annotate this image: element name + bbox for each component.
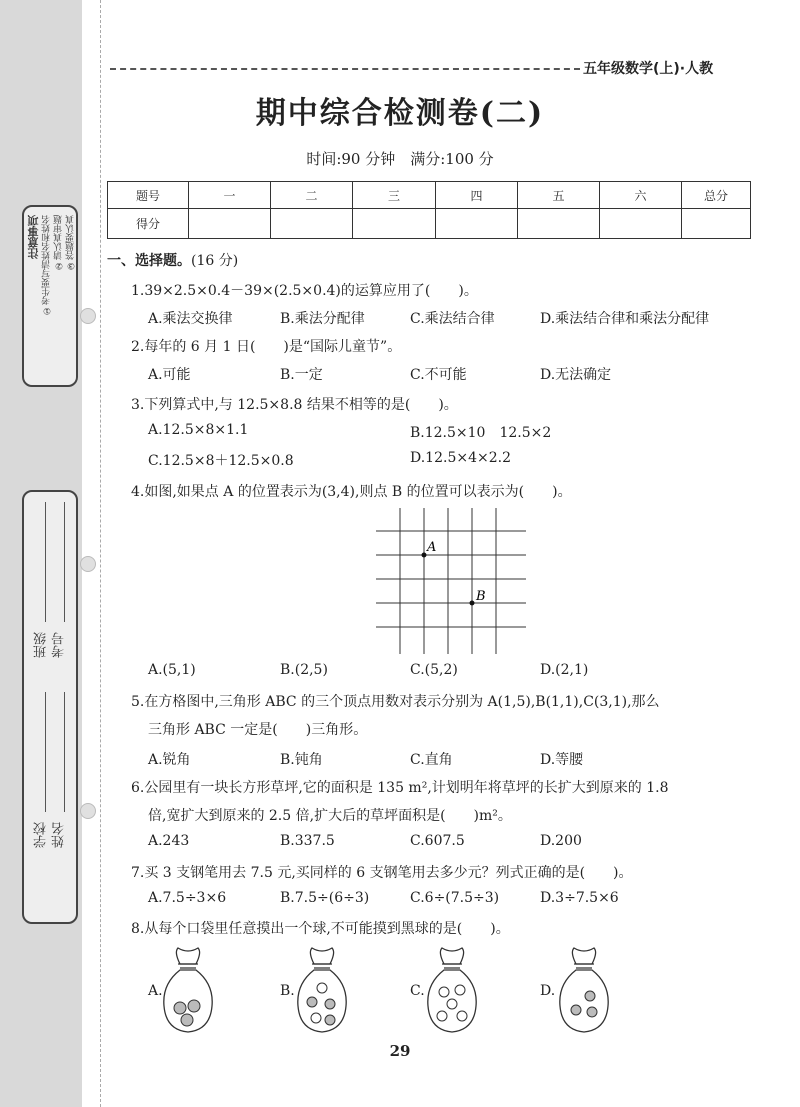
option-c[interactable]: C. bbox=[410, 983, 425, 999]
score-cell[interactable] bbox=[271, 209, 353, 239]
option-b[interactable]: B.337.5 bbox=[280, 833, 335, 849]
option-a[interactable]: A. bbox=[148, 983, 163, 999]
binding-hole bbox=[80, 556, 96, 572]
option-d[interactable]: D.200 bbox=[540, 833, 582, 849]
ball-grey bbox=[188, 1000, 200, 1012]
ball-grey bbox=[325, 1015, 335, 1025]
option-a[interactable]: A.锐角 bbox=[148, 752, 191, 768]
notice-title: 注意事项 bbox=[27, 215, 40, 259]
table-cell: 总分 bbox=[682, 182, 751, 209]
option-b[interactable]: B.乘法分配律 bbox=[280, 311, 365, 327]
name-label: 姓名 bbox=[52, 822, 67, 848]
option-b[interactable]: B.12.5×10 12.5×2 bbox=[410, 425, 552, 441]
point-b-label: B bbox=[476, 589, 486, 604]
option-d[interactable]: D.等腰 bbox=[540, 752, 584, 768]
table-cell: 二 bbox=[271, 182, 353, 209]
option-d[interactable]: D. bbox=[540, 983, 556, 999]
question-stem: 6.公园里有一块长方形草坪,它的面积是 135 m²,计划明年将草坪的长扩大到原来的 1.8 bbox=[131, 780, 669, 796]
point-a-label: A bbox=[427, 540, 437, 555]
option-c[interactable]: C.不可能 bbox=[410, 367, 467, 383]
series-label: 五年级数学(上)·人教 bbox=[583, 61, 714, 77]
section-label: 一、选择题。 bbox=[107, 253, 191, 269]
option-a[interactable]: A.乘法交换律 bbox=[148, 311, 233, 327]
class-blank[interactable] bbox=[45, 502, 46, 622]
point-a-marker bbox=[422, 553, 427, 558]
binding-hole bbox=[80, 308, 96, 324]
question-stem: 8.从每个口袋里任意摸出一个球,不可能摸到黑球的是( )。 bbox=[131, 921, 510, 937]
option-d[interactable]: D.12.5×4×2.2 bbox=[410, 450, 511, 466]
option-c[interactable]: C.12.5×8＋12.5×0.8 bbox=[148, 453, 294, 469]
notice-item: ①考生要写清姓名和姓名 bbox=[42, 215, 52, 315]
table-cell: 四 bbox=[436, 182, 518, 209]
option-b[interactable]: B.钝角 bbox=[280, 752, 323, 768]
option-d[interactable]: D.3÷7.5×6 bbox=[540, 890, 619, 906]
ball-white bbox=[437, 1011, 447, 1021]
option-c[interactable]: C.乘法结合律 bbox=[410, 311, 495, 327]
bag-d-image[interactable] bbox=[556, 944, 612, 1036]
option-b[interactable]: B.(2,5) bbox=[280, 662, 328, 678]
notice-box bbox=[22, 205, 78, 387]
score-cell[interactable] bbox=[353, 209, 436, 239]
score-cell[interactable] bbox=[682, 209, 751, 239]
option-c[interactable]: C.(5,2) bbox=[410, 662, 458, 678]
table-cell: 三 bbox=[353, 182, 436, 209]
score-cell[interactable] bbox=[436, 209, 518, 239]
page-title: 期中综合检测卷(二) bbox=[255, 96, 545, 131]
ball-white bbox=[457, 1011, 467, 1021]
option-c[interactable]: C.607.5 bbox=[410, 833, 465, 849]
table-row bbox=[108, 209, 751, 239]
table-cell: 五 bbox=[518, 182, 600, 209]
question-stem: 2.每年的 6 月 1 日( )是“国际儿童节”。 bbox=[131, 339, 402, 355]
ball-grey bbox=[571, 1005, 581, 1015]
option-b[interactable]: B.一定 bbox=[280, 367, 323, 383]
option-c[interactable]: C.直角 bbox=[410, 752, 453, 768]
bag-c-image[interactable] bbox=[424, 944, 480, 1036]
ball-white bbox=[447, 999, 457, 1009]
option-d[interactable]: D.无法确定 bbox=[540, 367, 612, 383]
option-d[interactable]: D.(2,1) bbox=[540, 662, 589, 678]
page-number: 29 bbox=[389, 1042, 411, 1060]
ball-grey bbox=[587, 1007, 597, 1017]
option-a[interactable]: A.(5,1) bbox=[148, 662, 196, 678]
section-points: (16 分) bbox=[191, 253, 239, 269]
point-b-marker bbox=[470, 601, 475, 606]
question-stem-cont: 倍,宽扩大到原来的 2.5 倍,扩大后的草坪面积是( )m²。 bbox=[148, 808, 512, 824]
question-stem-cont: 三角形 ABC 一定是( )三角形。 bbox=[148, 722, 368, 738]
ball-grey bbox=[325, 999, 335, 1009]
class-label: 班级 bbox=[34, 632, 49, 658]
option-b[interactable]: B. bbox=[280, 983, 295, 999]
table-cell: 一 bbox=[189, 182, 271, 209]
option-a[interactable]: A.243 bbox=[148, 833, 190, 849]
ball-grey bbox=[181, 1014, 193, 1026]
score-cell[interactable] bbox=[518, 209, 600, 239]
score-cell[interactable] bbox=[600, 209, 682, 239]
question-stem: 3.下列算式中,与 12.5×8.8 结果不相等的是( )。 bbox=[131, 397, 458, 413]
score-table bbox=[107, 181, 751, 239]
ball-grey bbox=[174, 1002, 186, 1014]
ball-white bbox=[311, 1013, 321, 1023]
option-b[interactable]: B.7.5÷(6÷3) bbox=[280, 890, 370, 906]
header-dashed-line bbox=[110, 68, 580, 70]
ball-white bbox=[455, 985, 465, 995]
option-a[interactable]: A.可能 bbox=[148, 367, 191, 383]
option-a[interactable]: A.7.5÷3×6 bbox=[148, 890, 227, 906]
option-d[interactable]: D.乘法结合律和乘法分配律 bbox=[540, 311, 710, 327]
option-c[interactable]: C.6÷(7.5÷3) bbox=[410, 890, 500, 906]
notice-item: ②请认真审题 bbox=[54, 215, 64, 270]
exam-time-score: 时间:90 分钟 满分:100 分 bbox=[306, 150, 494, 168]
school-blank[interactable] bbox=[45, 692, 46, 812]
binding-hole bbox=[80, 803, 96, 819]
bag-a-image[interactable] bbox=[160, 944, 216, 1036]
option-a[interactable]: A.12.5×8×1.1 bbox=[148, 422, 249, 438]
ball-white bbox=[317, 983, 327, 993]
grid-lines bbox=[376, 508, 526, 654]
coordinate-grid bbox=[376, 508, 526, 654]
question-stem: 5.在方格图中,三角形 ABC 的三个顶点用数对表示分别为 A(1,5),B(1,1),C(3,1),那么 bbox=[131, 694, 660, 710]
table-cell: 题号 bbox=[108, 182, 189, 209]
notice-item: ③答题要认真 bbox=[66, 215, 76, 270]
exam-number-blank[interactable] bbox=[64, 502, 65, 622]
question-stem: 1.39×2.5×0.4－39×(2.5×0.4)的运算应用了( )。 bbox=[131, 283, 478, 299]
ball-grey bbox=[585, 991, 595, 1001]
ball-white bbox=[439, 987, 449, 997]
ball-grey bbox=[307, 997, 317, 1007]
name-blank[interactable] bbox=[64, 692, 65, 812]
question-stem: 7.买 3 支钢笔用去 7.5 元,买同样的 6 支钢笔用去多少元？列式正确的是( )。 bbox=[131, 865, 633, 881]
question-stem: 4.如图,如果点 A 的位置表示为(3,4),则点 B 的位置可以表示为( )。 bbox=[131, 484, 572, 500]
table-cell: 六 bbox=[600, 182, 682, 209]
exam-number-label: 考号 bbox=[52, 632, 67, 658]
bag-b-image[interactable] bbox=[294, 944, 350, 1036]
score-cell[interactable] bbox=[189, 209, 271, 239]
section-heading bbox=[107, 250, 238, 270]
school-label: 学校 bbox=[34, 822, 49, 848]
table-cell: 得分 bbox=[108, 209, 189, 239]
student-info-box bbox=[22, 490, 78, 924]
table-row bbox=[108, 182, 751, 209]
